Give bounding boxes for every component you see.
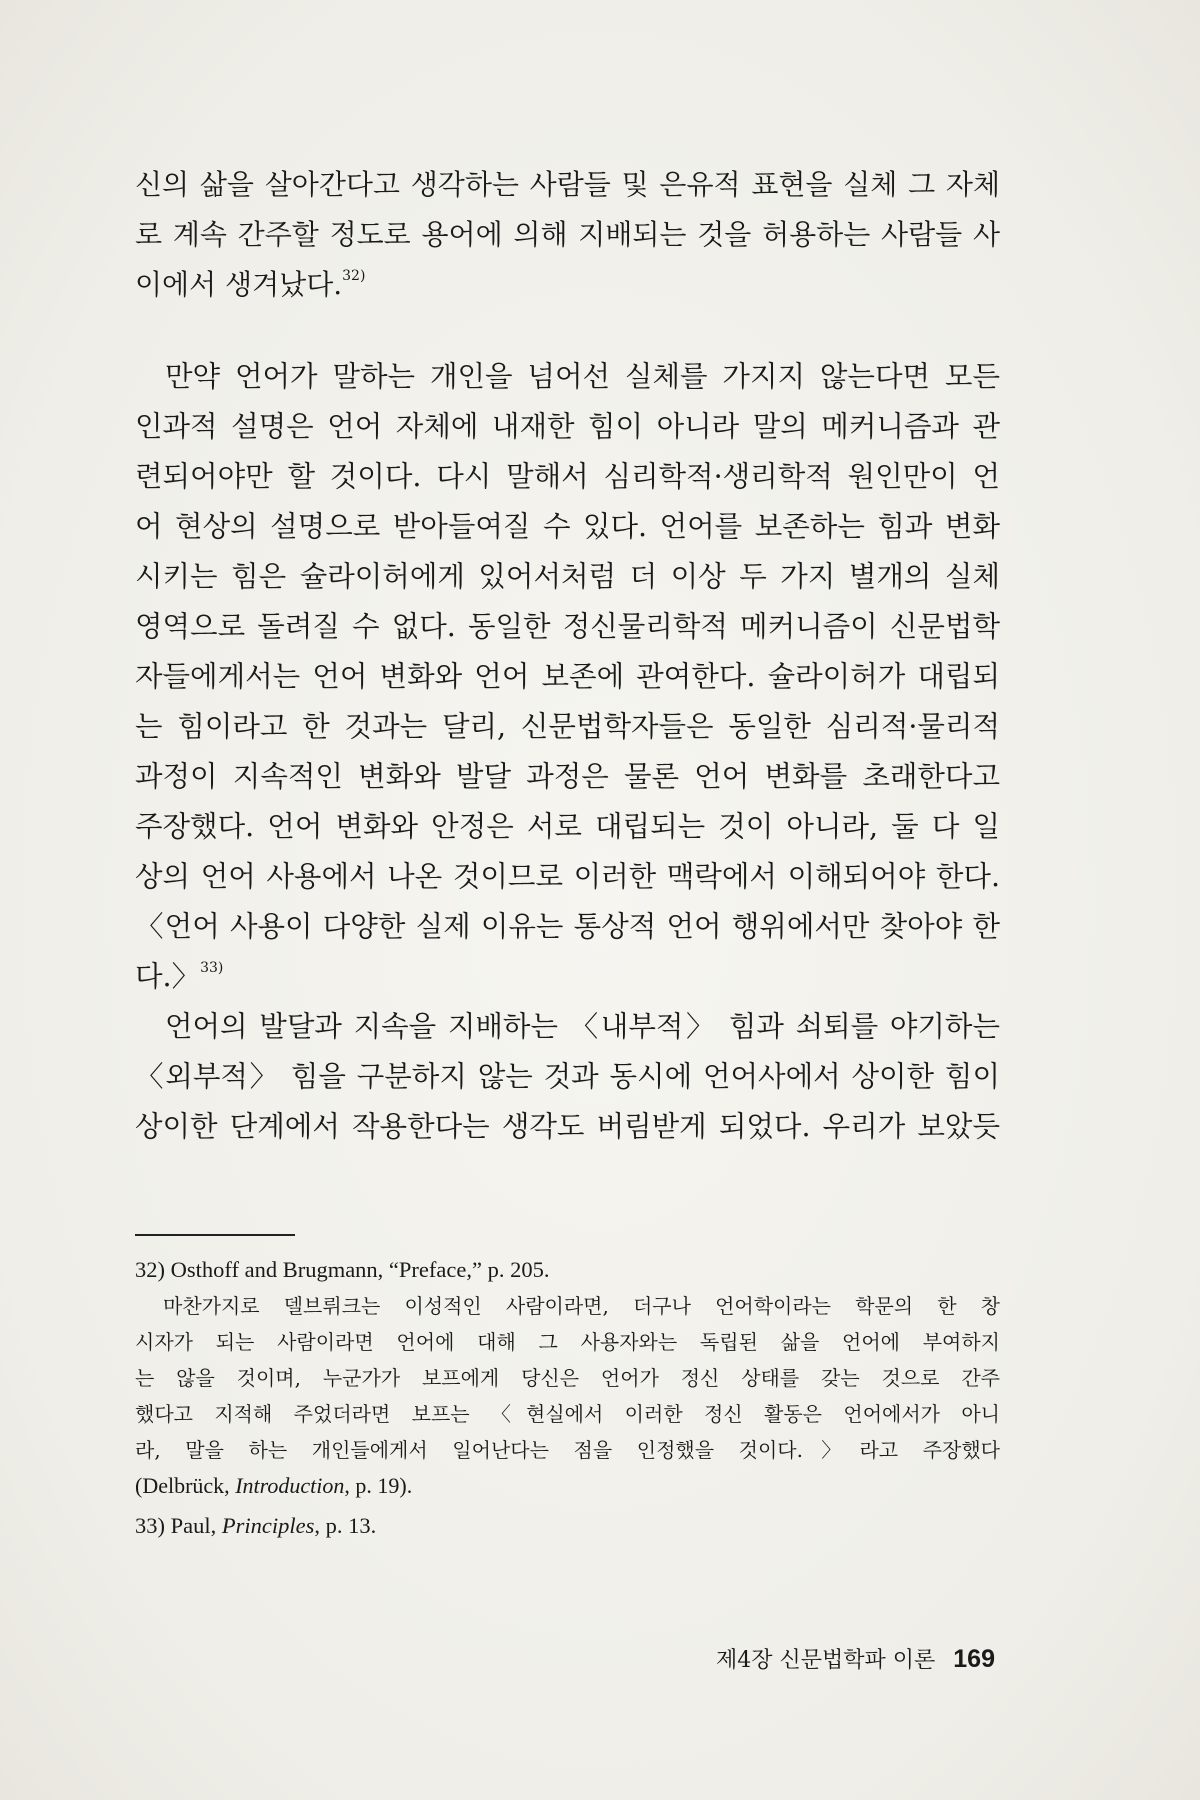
footnote-line: 는 않을 것이며, 누군가가 보프에게 당신은 언어가 정신 상태를 갖는 것으로 간주 (135, 1366, 1000, 1390)
body-line: 만약 언어가 말하는 개인을 넘어선 실체를 가지지 않는다면 모든 (165, 360, 1000, 393)
quote-line-last (135, 260, 1000, 310)
body-line: 시키는 힘은 슐라이허에게 있어서처럼 더 이상 두 가지 별개의 실체 (135, 560, 1000, 593)
body-line: 인과적 설명은 언어 자체에 내재한 힘이 아니라 말의 메커니즘과 관 (135, 410, 1000, 443)
body-line: 는 힘이라고 한 것과는 달리, 신문법학자들은 동일한 심리적·물리적 (135, 710, 1000, 743)
footnote-line: 마찬가지로 델브뤼크는 이성적인 사람이라면, 더구나 언어학이라는 학문의 한 창 (163, 1294, 1000, 1318)
body-line: 〈언어 사용이 다양한 실제 이유는 통상적 언어 행위에서만 찾아야 한 (135, 910, 1000, 943)
body-line: 언어의 발달과 지속을 지배하는 〈내부적〉 힘과 쇠퇴를 야기하는 (165, 1010, 1000, 1043)
footnote-33 (135, 1508, 1000, 1544)
citation-text: , p. 13. (314, 1513, 377, 1538)
page-number: 169 (953, 1645, 995, 1673)
page-footer (716, 1643, 995, 1674)
body-line: 〈외부적〉 힘을 구분하지 않는 것과 동시에 언어사에서 상이한 힘이 (135, 1060, 1000, 1093)
footnote-line: 시자가 되는 사람이라면 언어에 대해 그 사용자와는 독립된 삶을 언어에 부여하지 (135, 1330, 1000, 1354)
footnote-divider (135, 1234, 295, 1236)
citation-text: 33) Paul, (135, 1513, 222, 1538)
footnote-32-citation (135, 1468, 1000, 1504)
citation-title: Introduction (235, 1473, 345, 1498)
quote-line: 신의 삶을 살아간다고 생각하는 사람들 및 은유적 표현을 실체 그 자체 (135, 168, 1000, 201)
footnote-ref-32[interactable]: 32) (342, 267, 366, 284)
body-line: 어 현상의 설명으로 받아들여질 수 있다. 언어를 보존하는 힘과 변화 (135, 510, 1000, 543)
footnote-line: 했다고 지적해 주었더라면 보프는 〈현실에서 이러한 정신 활동은 언어에서가 아니 (135, 1402, 1000, 1426)
body-line-text: 다.〉 (135, 960, 201, 993)
body-line: 주장했다. 언어 변화와 안정은 서로 대립되는 것이 아니라, 둘 다 일 (135, 810, 1000, 843)
running-chapter-title: 제4장 신문법학파 이론 (716, 1648, 936, 1673)
body-line: 과정이 지속적인 변화와 발달 과정은 물론 언어 변화를 초래한다고 (135, 760, 1000, 793)
quote-line: 로 계속 간주할 정도로 용어에 의해 지배되는 것을 허용하는 사람들 사 (135, 218, 1000, 251)
body-line-last (135, 952, 1000, 1002)
body-line: 상의 언어 사용에서 나온 것이므로 이러한 맥락에서 이해되어야 한다. (135, 860, 1000, 893)
body-line: 영역으로 돌려질 수 없다. 동일한 정신물리학적 메커니즘이 신문법학 (135, 610, 1000, 643)
footnote-32-body (135, 1288, 1000, 1504)
body-line: 자들에게서는 언어 변화와 언어 보존에 관여한다. 슐라이허가 대립되 (135, 660, 1000, 693)
footnotes (135, 1252, 1000, 1544)
body-paragraph-2 (135, 1002, 1000, 1152)
body-paragraph-1 (135, 352, 1000, 1002)
footnote-32-heading: 32) Osthoff and Brugmann, “Preface,” p. 205. (135, 1257, 550, 1282)
citation-title: Principles (221, 1513, 315, 1538)
footnote-line: 라, 말을 하는 개인들에게서 일어난다는 점을 인정했을 것이다.〉라고 주장했다 (135, 1438, 1000, 1462)
footnote-ref-33[interactable]: 33) (200, 959, 224, 976)
body-line: 상이한 단계에서 작용한다는 생각도 버림받게 되었다. 우리가 보았듯 (135, 1110, 1000, 1143)
body-line: 련되어야만 할 것이다. 다시 말해서 심리학적·생리학적 원인만이 언 (135, 460, 1000, 493)
citation-text: (Delbrück, (135, 1473, 236, 1498)
citation-text: , p. 19). (344, 1473, 413, 1498)
quoted-passage (135, 160, 1000, 310)
quote-line-text: 이에서 생겨났다. (135, 268, 343, 301)
